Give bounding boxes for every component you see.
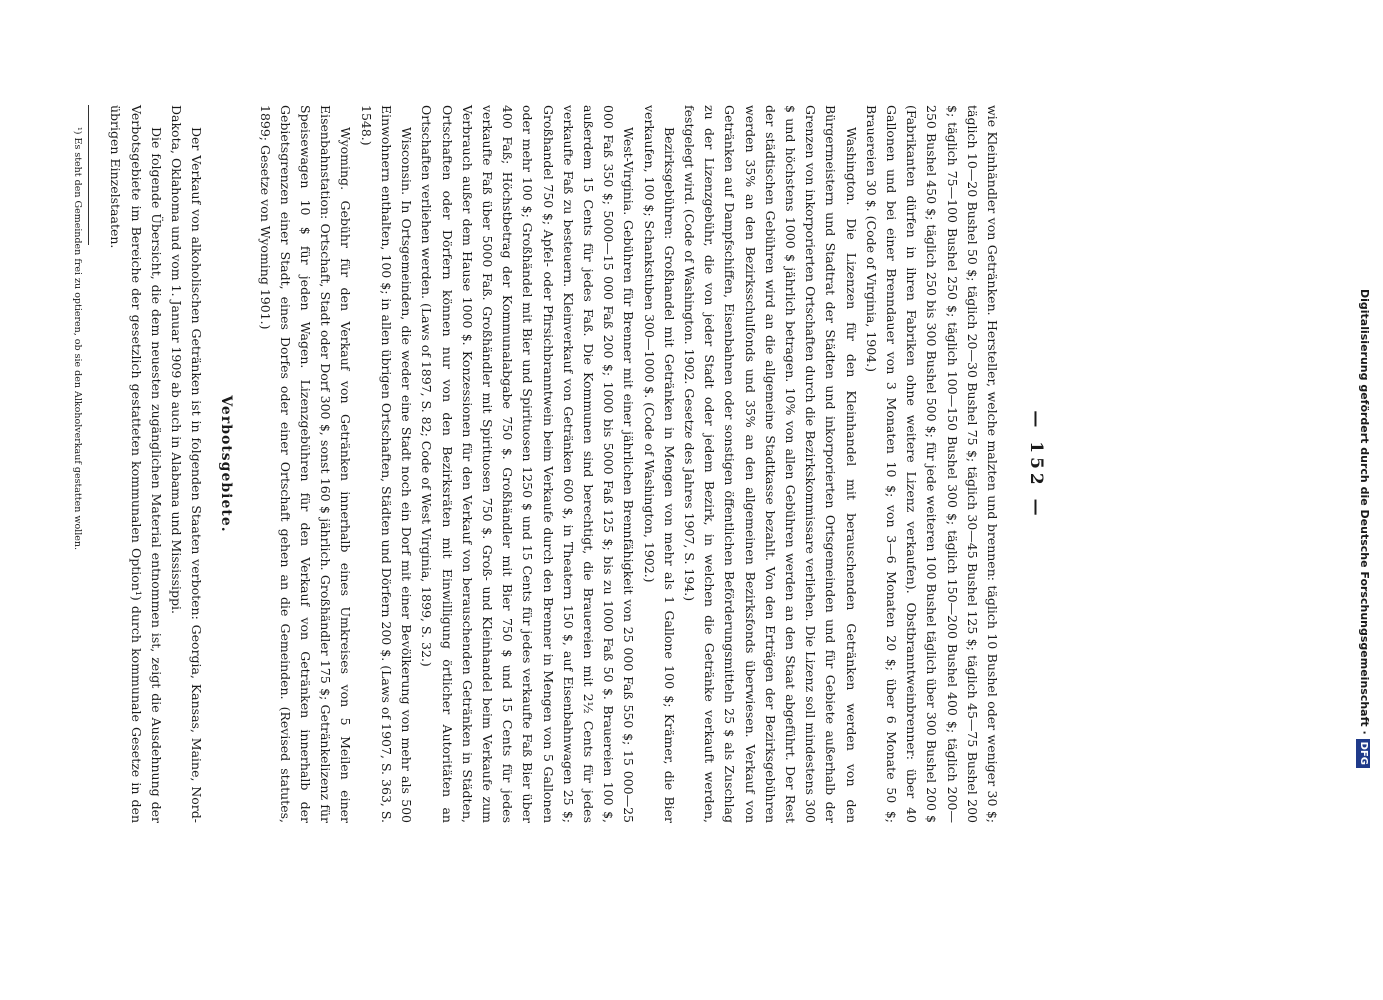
footnote: ¹) Es steht den Gemeinden frei zu optieren, ob sie den Alkoholverkauf gestatten wollen. [72, 127, 84, 551]
dfg-logo: DFG [1356, 739, 1370, 768]
footnote-divider [88, 105, 89, 245]
section-heading-verbotsgebiete: Verbotsgebiete. [218, 395, 235, 533]
digitization-credit [1352, 8, 1380, 768]
rotated-document-page [72, 105, 1046, 825]
paragraph-washington: Washington. Die Lizenzen für den Kleinhandel mit berauschenden Getränken werden von den Bürgermeistern und Stadtrat der Städten und inkorporierten Ortsgemeinden und für Gebiete außerhalb der Grenzen von inkorporierten Ortschaften durch die Bezirkskommissare verliehen. Die Lizenz soll mindestens 300 $ und höchstens 1000 $ jährlich betragen. 10% von allen Gebühren werden an den Staat abgeführt. Der Rest der städtischen Gebühren wird an die allgemeine Stadtkasse bezahlt. Von den Erträgen der Bezirksgebühren werden 35% an den Bezirksschulfonds und 35% an den allgemeinen Bezirksfonds überwiesen. Verkauf von Getränken auf Dampfschiffen, Eisenbahnen oder sonstigen öffentlichen Beförderungsmitteln 25 $ als Zuschlag zu der Lizenzgebühr, die von jeder Stadt oder jedem Bezirk, in welchen die Getränke verkauft werden, festgelegt wird. (Code of Washington. 1902. Gesetze des Jahres 1907, S. 194.) [681, 105, 859, 823]
paragraph-prohibition-states: Der Verkauf von alkoholischen Getränken ist in folgenden Staaten verboten: Georgia, Kansas, Maine, Nord-Dakota, Oklahoma und vom 1. Januar 1909 ab auch in Alabama und Mississippi. [169, 105, 205, 823]
page-number: — 152 — [1026, 410, 1046, 520]
document-body [70, 105, 1002, 823]
paragraph-wisconsin: Wisconsin. In Ortsgemeinden, die weder eine Stadt noch ein Dorf mit einer Bevölkerung von mehr als 500 Einwohnern enthalten, 100 $; in allen übrigen Ortschaften, Städten und Dörfern 200 $. (Laws of 1907, S. 363, S. 1548.) [358, 105, 415, 823]
paragraph-washington-district: Bezirksgebühren: Großhandel mit Getränken in Mengen von mehr als 1 Gallone 100 $; Krämer, die Bier verkaufen, 100 $; Schankstuben 300—1000 $. (Code of Washington, 1902.) [641, 105, 677, 823]
paragraph-virginia-continued: wie Kleinhändler von Getränken. Hersteller, welche malzten und brennen: täglich 10 Bushel oder weniger 30 $; täglich 10—20 Bushel 50 $; täglich 20—30 Bushel 75 $; täglich 30—45 Bushel 125 $; täglich 45—75 Bushel 200 $; täglich 75—100 Bushel 250 $; täglich 100—150 Bushel 300 $; täglich 150—200 Bushel 400 $; täglich 200—250 Bushel 450 $; täglich 250 bis 300 Bushel 500 $; für jede weiteren 100 Bushel täglich über 300 Bushel 200 $ (Fabrikanten dürfen in ihren Fabriken ohne weitere Lizenz verkaufen). Obstbranntweinbrenner: über 40 Gallonen und bei einer Brenndauer von 3 Monaten 10 $; von 3—6 Monaten 20 $; über 6 Monate 50 $; Brauereien 30 $. (Code of Virginia, 1904.) [863, 105, 1000, 823]
paragraph-west-virginia: West-Virginia. Gebühren für Brenner mit einer jährlichen Brennfähigkeit von 25 000 Faß 550 $; 15 000—25 000 Faß 350 $; 5000—15 000 Faß 200 $; 1000 bis 5000 Faß 125 $; bis zu 1000 Faß 50 $. Brauereien 100 $, außerdem 15 Cents für jedes Faß. Die Kommunen sind berechtigt, die Brauereien mit 2½ Cents für jedes verkaufte Faß zu besteuern. Kleinverkauf von Getränken 600 $, in Theatern 150 $, auf Eisenbahnwagen 25 $; Großhandel 750 $; Apfel- oder Pfirsichbranntwein beim Verkaufe durch den Brenner in Mengen von 5 Gallonen oder mehr 100 $; Großhändel mit Bier und Spirituosen 1250 $ und 15 Cents für jedes verkaufte Faß Bier über 400 Faß; Höchstbetrag der Kommunalabgabe 750 $. Großhändler mit Bier 750 $ und 15 Cents für jedes verkaufte Faß über 5000 Faß. Großhändler mit Spirituosen 750 $. Groß- und Kleinhandel beim Verkaufe zum Verbrauch außer dem Hause 1000 $. Konzessionen für den Verkauf von berauschenden Getränken in Städten, Ortschaften oder Dörfern können nur von den Bezirksräten mit Einwilligung örtlicher Autoritäten an Ortschaften verliehen werden. (Laws of 1897, S. 82; Code of West Virginia, 1899, S. 32.) [419, 105, 637, 823]
credit-text: Digitalisierung gefördert durch die Deutsche Forschungsgemeinschaft · [1358, 288, 1371, 735]
paragraph-prohibition-overview: Die folgende Übersicht, die dem neuesten zugänglichen Material entnommen ist, zeigt die Ausdehnung der Verbotsgebiete im Bereiche der gesetzlich gestatteten kommunalen Option¹) durch kommunale Gesetze in den übrigen Einzelstaaten. [108, 105, 164, 823]
paragraph-wyoming: Wyoming. Gebühr für den Verkauf von Getränken innerhalb eines Umkreises von 5 Meilen einer Eisenbahnstation: Ortschaft, Stadt oder Dorf 300 $, sonst 160 $ jährlich. Großhändler 175 $; Getränkelizenz für Speisewagen 10 $ für jeden Wagen. Lizenzgebühren für den Verkauf von Getränken innerhalb der Gebietsgrenzen einer Stadt, eines Dorfes oder einer Ortschaft gehen an die Gemeinden. (Revised statutes, 1899; Gesetze von Wyoming 1901.) [257, 105, 354, 823]
